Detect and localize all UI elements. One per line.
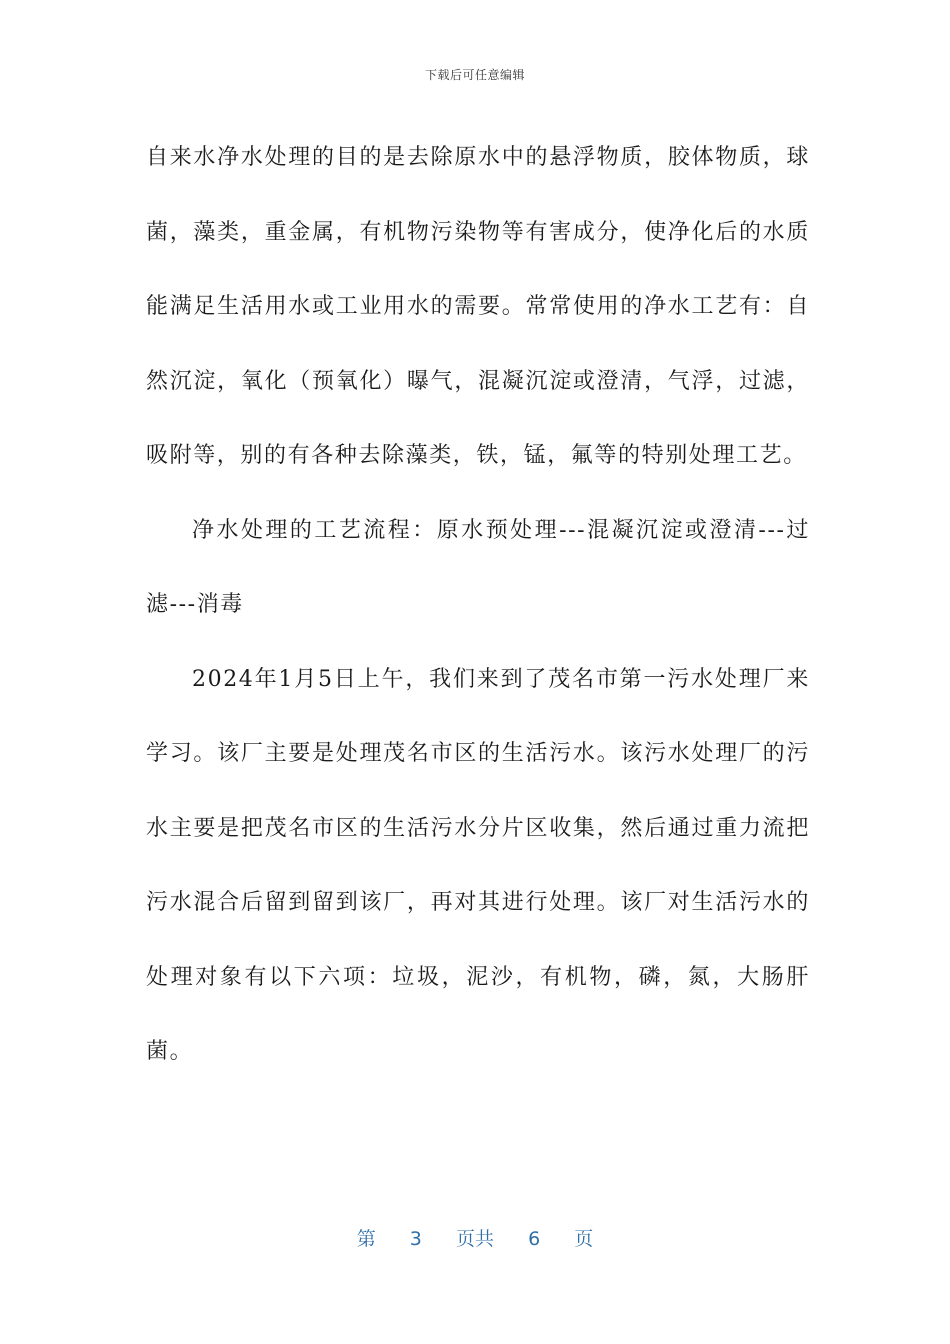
footer-total-pages: 6 (528, 1228, 541, 1250)
paragraph-purpose: 自来水净水处理的目的是去除原水中的悬浮物质，胶体物质，球菌，藻类，重金属，有机物污染物等有害成分，使净化后的水质能满足生活用水或工业用水的需要。常常使用的净水工艺有：自然沉淀，氧化（预氧化）曝气，混凝沉淀或澄清，气浮，过滤，吸附等，别的有各种去除藻类，铁，锰，氟等的特别处理工艺。 (146, 145, 810, 468)
footer-middle: 页共 (455, 1228, 494, 1250)
footer-prefix: 第 (356, 1228, 376, 1250)
paragraph-visit: 2024年1月5日上午，我们来到了茂名市第一污水处理厂来学习。该厂主要是处理茂名市区的生活污水。该污水处理厂的污水主要是把茂名市区的生活污水分片区收集，然后通过重力流把污水混合后留到留到该厂，再对其进行处理。该厂对生活污水的处理对象有以下六项：垃圾，泥沙，有机物，磷，氮，大肠肝菌。 (146, 666, 810, 1064)
footer-suffix: 页 (574, 1228, 594, 1250)
header-note: 下载后可任意编辑 (424, 68, 525, 82)
paragraph-process-flow: 净水处理的工艺流程：原水预处理---混凝沉淀或澄清---过滤---消毒 (146, 517, 810, 617)
document-body (146, 121, 810, 1090)
footer-current-page: 3 (409, 1228, 422, 1250)
page-footer (0, 1224, 950, 1251)
